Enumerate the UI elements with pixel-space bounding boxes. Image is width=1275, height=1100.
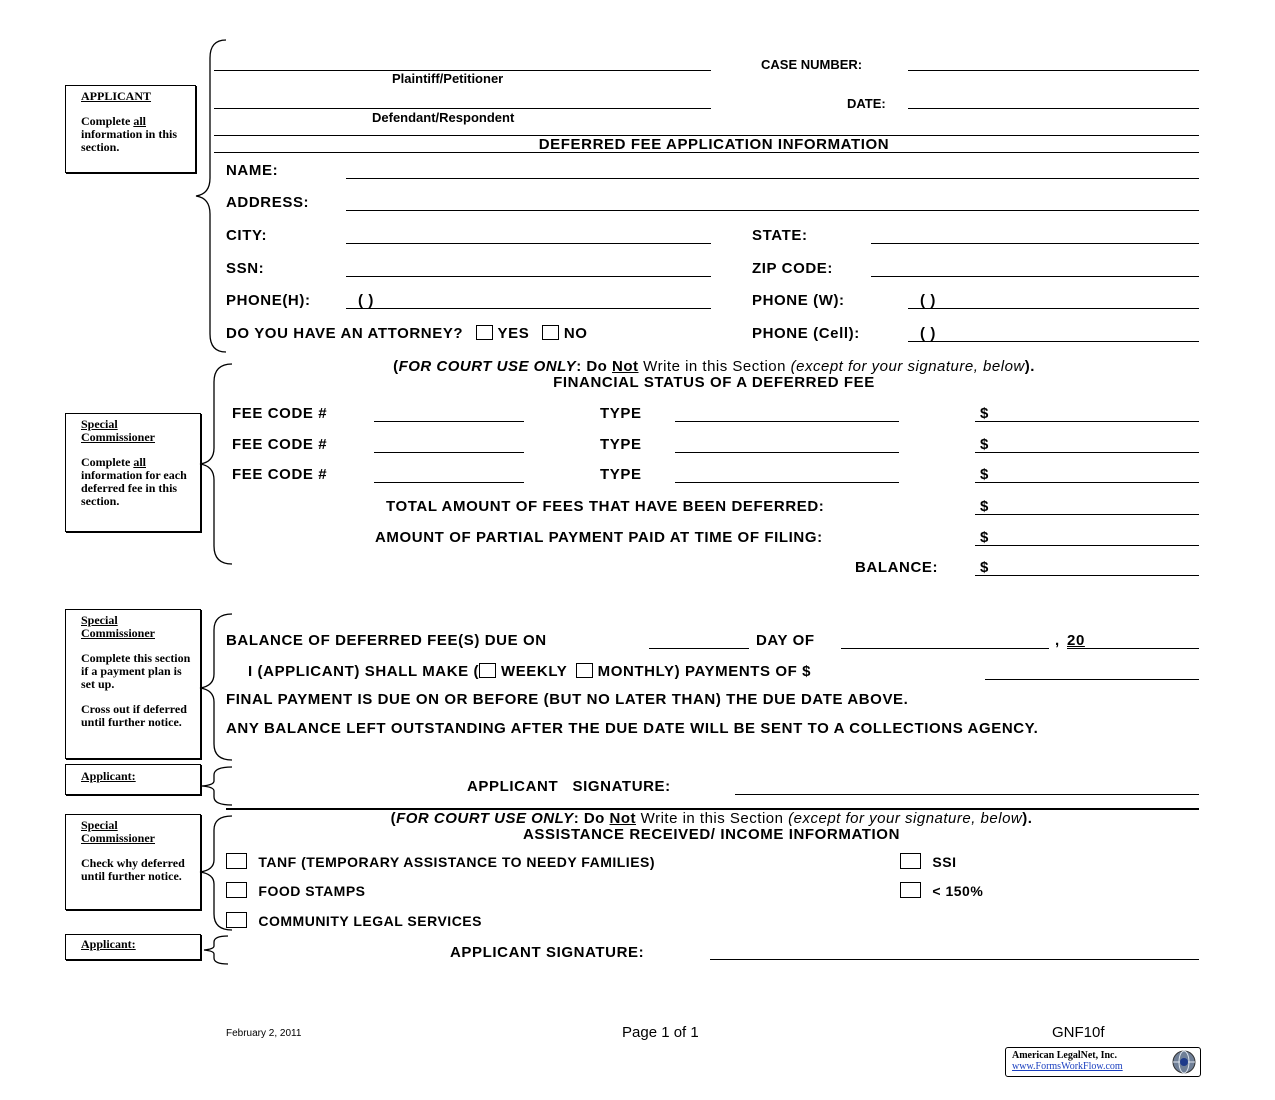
food-stamps-checkbox[interactable] [226, 882, 247, 898]
type-label-3: TYPE [600, 466, 642, 483]
brace-sig-1 [198, 765, 234, 807]
phone-home-placeholder: ( ) [358, 292, 374, 309]
fee-code-field-3[interactable] [374, 482, 524, 483]
applicant-signature-box-2 [65, 934, 201, 960]
type-field-2[interactable] [675, 452, 899, 453]
ssn-label: SSN: [226, 260, 265, 277]
phone-work-field[interactable] [908, 308, 1199, 309]
partial-payment-field[interactable] [975, 545, 1199, 546]
globe-icon [1171, 1049, 1197, 1075]
case-number-field[interactable] [908, 70, 1199, 71]
fee-code-label-3: FEE CODE # [232, 466, 328, 483]
defendant-line[interactable] [214, 108, 711, 109]
special-box-3-body: Check why deferred until further notice. [81, 856, 185, 883]
fee-code-label-1: FEE CODE # [232, 405, 328, 422]
assistance-title: ASSISTANCE RECEIVED/ INCOME INFORMATION [522, 826, 901, 843]
section1-bottom-rule [214, 152, 1199, 153]
footer-date: February 2, 2011 [226, 1028, 302, 1039]
ssi-checkbox[interactable] [900, 853, 921, 869]
address-field[interactable] [346, 210, 1199, 211]
court-use-notice-2: (FOR COURT USE ONLY: Do Not Write in this Section (except for your signature, below). [390, 810, 1033, 827]
amount-dollar-3: $ [980, 466, 989, 483]
total-deferred-dollar: $ [980, 498, 989, 515]
payment-amount-field[interactable] [985, 679, 1199, 680]
outstanding-balance-text: ANY BALANCE LEFT OUTSTANDING AFTER THE DUE DATE WILL BE SENT TO A COLLECTIONS AGENCY. [226, 720, 1039, 737]
phone-home-label: PHONE(H): [226, 292, 311, 309]
tanf-row: TANF (TEMPORARY ASSISTANCE TO NEEDY FAMILIES) [226, 853, 655, 870]
attorney-question: DO YOU HAVE AN ATTORNEY? YES NO [226, 325, 588, 342]
balance-field[interactable] [975, 575, 1199, 576]
zip-label: ZIP CODE: [752, 260, 833, 277]
financial-status-title: FINANCIAL STATUS OF A DEFERRED FEE [553, 374, 875, 391]
special-commissioner-box-2 [65, 609, 201, 759]
amount-field-2[interactable] [975, 452, 1199, 453]
type-field-3[interactable] [675, 482, 899, 483]
special-box-2-body-2: Cross out if deferred until further notice. [81, 702, 187, 729]
applicant-signature-label-1: APPLICANT SIGNATURE: [467, 778, 671, 795]
state-field[interactable] [871, 243, 1199, 244]
fee-code-label-2: FEE CODE # [232, 436, 328, 453]
date-field[interactable] [908, 108, 1199, 109]
applicant-box-body: Complete all information in this section. [81, 114, 178, 154]
ssi-row: SSI [900, 853, 956, 870]
day-of-label: DAY OF [756, 632, 815, 649]
plaintiff-label: Plaintiff/Petitioner [392, 71, 504, 86]
type-label-1: TYPE [600, 405, 642, 422]
special-commissioner-box-3 [65, 814, 201, 910]
brace-section-2 [198, 362, 234, 566]
balance-dollar: $ [980, 559, 989, 576]
ssn-field[interactable] [346, 276, 711, 277]
special-box-1-title: Special Commissioner [81, 417, 155, 444]
partial-payment-dollar: $ [980, 529, 989, 546]
zip-field[interactable] [871, 276, 1199, 277]
amount-dollar-2: $ [980, 436, 989, 453]
poverty-row: < 150% [900, 882, 983, 899]
type-field-1[interactable] [675, 421, 899, 422]
attorney-yes-checkbox[interactable] [476, 325, 493, 340]
due-year-field[interactable] [1067, 648, 1199, 649]
applicant-signature-box-1 [65, 764, 201, 795]
brace-sig-2 [198, 934, 234, 966]
weekly-checkbox[interactable] [479, 663, 496, 678]
cls-checkbox[interactable] [226, 912, 247, 928]
due-day-field[interactable] [649, 648, 749, 649]
phone-work-label: PHONE (W): [752, 292, 845, 309]
total-deferred-field[interactable] [975, 514, 1199, 515]
monthly-checkbox[interactable] [576, 663, 593, 678]
due-month-field[interactable] [841, 648, 1049, 649]
phone-cell-placeholder: ( ) [920, 325, 936, 342]
city-field[interactable] [346, 243, 711, 244]
brand-logo[interactable] [1005, 1047, 1201, 1077]
city-label: CITY: [226, 227, 268, 244]
due-date-row: BALANCE OF DEFERRED FEE(S) DUE ON [226, 632, 547, 649]
phone-home-field[interactable] [346, 308, 711, 309]
final-payment-text: FINAL PAYMENT IS DUE ON OR BEFORE (BUT NO LATER THAN) THE DUE DATE ABOVE. [226, 691, 909, 708]
brand-name: American LegalNet, Inc. [1012, 1050, 1117, 1061]
special-box-2-title: Special Commissioner [81, 613, 155, 640]
phone-cell-label: PHONE (Cell): [752, 325, 860, 342]
case-number-label: CASE NUMBER: [761, 57, 863, 72]
special-box-1-body: Complete all information for each deferred fee in this section. [81, 455, 187, 508]
name-label: NAME: [226, 162, 279, 179]
balance-label: BALANCE: [855, 559, 939, 576]
brace-section-1 [192, 38, 228, 354]
section1-title: DEFERRED FEE APPLICATION INFORMATION [538, 136, 890, 153]
cls-row: COMMUNITY LEGAL SERVICES [226, 912, 482, 929]
date-label: DATE: [847, 96, 886, 111]
defendant-label: Defendant/Respondent [372, 110, 515, 125]
applicant-signature-field-2[interactable] [710, 959, 1199, 960]
payment-plan-row: I (APPLICANT) SHALL MAKE ( WEEKLY MONTHLY) PAYMENTS OF $ [248, 663, 812, 680]
tanf-checkbox[interactable] [226, 853, 247, 869]
brand-url[interactable]: www.FormsWorkFlow.com [1012, 1061, 1123, 1072]
court-use-notice-1: (FOR COURT USE ONLY: Do Not Write in this Section (except for your signature, below). [393, 358, 1035, 375]
total-deferred-label: TOTAL AMOUNT OF FEES THAT HAVE BEEN DEFERRED: [386, 498, 825, 515]
applicant-signature-field-1[interactable] [735, 794, 1199, 795]
applicant-sig-box-1-label: Applicant: [81, 769, 136, 783]
due-comma: , [1055, 632, 1060, 649]
address-label: ADDRESS: [226, 194, 310, 211]
applicant-instruction-box [65, 85, 196, 173]
amount-field-3[interactable] [975, 482, 1199, 483]
state-label: STATE: [752, 227, 808, 244]
type-label-2: TYPE [600, 436, 642, 453]
amount-dollar-1: $ [980, 405, 989, 422]
phone-work-placeholder: ( ) [920, 292, 936, 309]
food-stamps-row: FOOD STAMPS [226, 882, 366, 899]
amount-field-1[interactable] [975, 421, 1199, 422]
applicant-box-title: APPLICANT [81, 89, 152, 103]
footer-form-id: GNF10f [1052, 1024, 1105, 1041]
name-field[interactable] [346, 178, 1199, 179]
fee-code-field-1[interactable] [374, 421, 524, 422]
applicant-sig-box-2-label: Applicant: [81, 937, 136, 951]
applicant-signature-label-2: APPLICANT SIGNATURE: [450, 944, 645, 961]
fee-code-field-2[interactable] [374, 452, 524, 453]
special-box-2-body-1: Complete this section if a payment plan is set up. [81, 651, 191, 691]
special-box-3-title: Special Commissioner [81, 818, 155, 845]
special-commissioner-box-1 [65, 413, 201, 532]
attorney-no-checkbox[interactable] [542, 325, 559, 340]
poverty-checkbox[interactable] [900, 882, 921, 898]
due-year-prefix: 20 [1067, 632, 1085, 649]
footer-page: Page 1 of 1 [622, 1024, 699, 1041]
phone-cell-field[interactable] [908, 341, 1199, 342]
partial-payment-label: AMOUNT OF PARTIAL PAYMENT PAID AT TIME OF FILING: [375, 529, 823, 546]
